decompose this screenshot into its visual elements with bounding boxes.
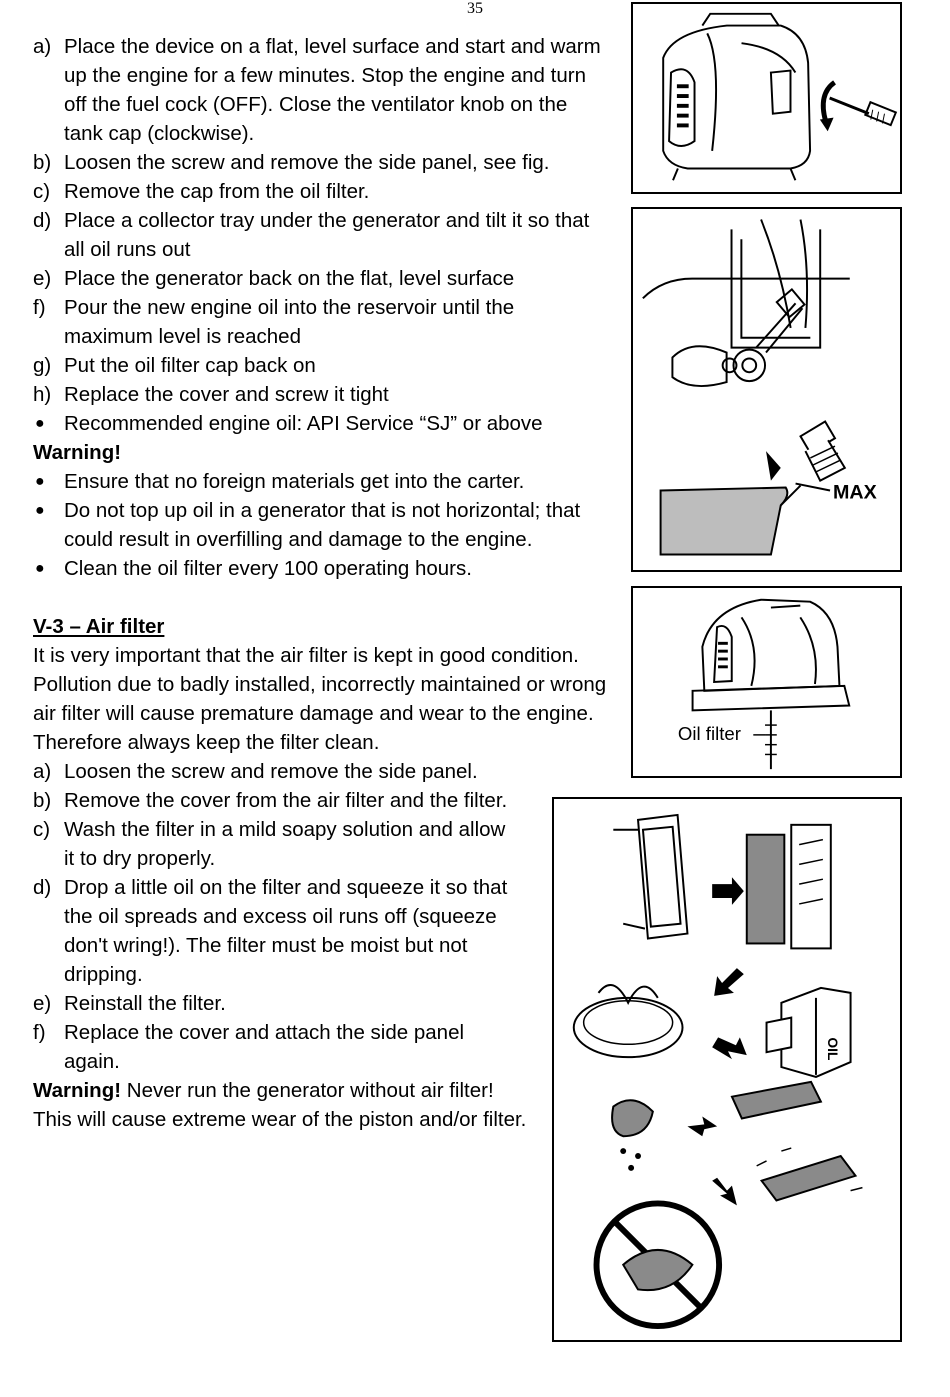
list-text: Reinstall the filter. [64,992,226,1015]
figure-generator-screwdriver [631,2,902,194]
oil-cap-icon [800,422,844,481]
air-filter-intro: It is very important that the air filter is kept in good condition. Pollution due to badly installed, incorrectly maintained or wrong air filter will cause premature damage and wear to the engine. Therefore always keep the filter clean. [33,644,607,754]
oil-can-label: OIL [824,1037,841,1061]
air-step-a [33,757,533,786]
oil-step-f [33,293,563,351]
list-marker: e) [33,992,52,1015]
list-text: Pour the new engine oil into the reservoir until the maximum level is reached [64,296,515,348]
list-marker: e) [33,267,52,290]
list-marker: c) [33,818,51,841]
oil-step-d [33,206,598,264]
list-text: Clean the oil filter every 100 operating hours. [64,557,472,580]
air-step-f [33,1018,513,1076]
list-marker: a) [33,760,52,783]
bullet-icon: ● [35,560,45,577]
oil-step-g [33,351,623,380]
bullet-icon: ● [35,502,45,519]
generator-oil-filter-icon [633,588,900,776]
oil-step-h [33,380,623,409]
max-label: MAX [833,481,877,504]
list-text: Place the generator back on the flat, level surface [64,267,515,290]
list-text: Drop a little oil on the filter and squeeze it so that the oil spreads and excess oil runs off (squeeze don't wring!). The filter must be moist but not dripping. [64,876,508,986]
section-title: V-3 – Air filter [33,615,165,638]
air-step-b [33,786,513,815]
air-step-d [33,873,533,989]
generator-screwdriver-icon [633,4,900,192]
page-number: 35 [467,0,483,17]
bullet-icon: ● [35,415,45,432]
figure-air-filter-steps [552,797,902,1342]
warning-heading: Warning! [33,441,122,464]
oil-cap-max-icon [633,209,900,570]
oil-step-b [33,148,623,177]
list-text: Replace the cover and attach the side panel again. [64,1021,465,1073]
list-text: Place the device on a flat, level surface and start and warm up the engine for a few minutes. Stop the engine and turn off the fuel cock (OFF). Close the ventilator knob on the tank cap (clockwise). [64,35,601,145]
list-marker: f) [33,296,46,319]
list-marker: b) [33,151,52,174]
list-marker: a) [33,35,52,58]
oil-step-a [33,32,603,148]
warning-text: Never run the generator without air filter! This will cause extreme wear of the piston and/or filter. [33,1079,527,1131]
warning-item [33,496,623,554]
text-column [33,32,623,1134]
list-marker: b) [33,789,52,812]
warning-item [33,467,623,496]
figure-oil-max-level [631,207,902,572]
air-step-e [33,989,623,1018]
warning-item [33,554,623,583]
list-marker: c) [33,180,51,203]
list-marker: d) [33,209,52,232]
list-text: Remove the cap from the oil filter. [64,180,370,203]
oil-step-c [33,177,623,206]
list-marker: f) [33,1021,46,1044]
list-marker: g) [33,354,52,377]
list-marker: h) [33,383,52,406]
figure-oil-filter-location [631,586,902,778]
air-filter-cleaning-icon [554,799,900,1340]
recommended-oil [33,409,623,438]
list-text: Wash the filter in a mild soapy solution and allow it to dry properly. [64,818,506,870]
bullet-icon: ● [35,473,45,490]
list-text: Do not top up oil in a generator that is not horizontal; that could result in overfilling and damage to the engine. [64,499,581,551]
oil-step-e [33,264,623,293]
list-marker: d) [33,876,52,899]
air-filter-warning [33,1076,533,1134]
list-text: Ensure that no foreign materials get into the carter. [64,470,525,493]
oil-filter-label: Oil filter [677,722,741,744]
list-text: Remove the cover from the air filter and the filter. [64,789,508,812]
list-text: Loosen the screw and remove the side panel. [64,760,478,783]
list-text: Place a collector tray under the generator and tilt it so that all oil runs out [64,209,590,261]
air-step-c [33,815,513,873]
warning-bold: Warning! [33,1079,122,1102]
list-text: Replace the cover and screw it tight [64,383,389,406]
list-text: Put the oil filter cap back on [64,354,316,377]
list-text: Loosen the screw and remove the side panel, see fig. [64,151,550,174]
list-text: Recommended engine oil: API Service “SJ” or above [64,412,543,435]
